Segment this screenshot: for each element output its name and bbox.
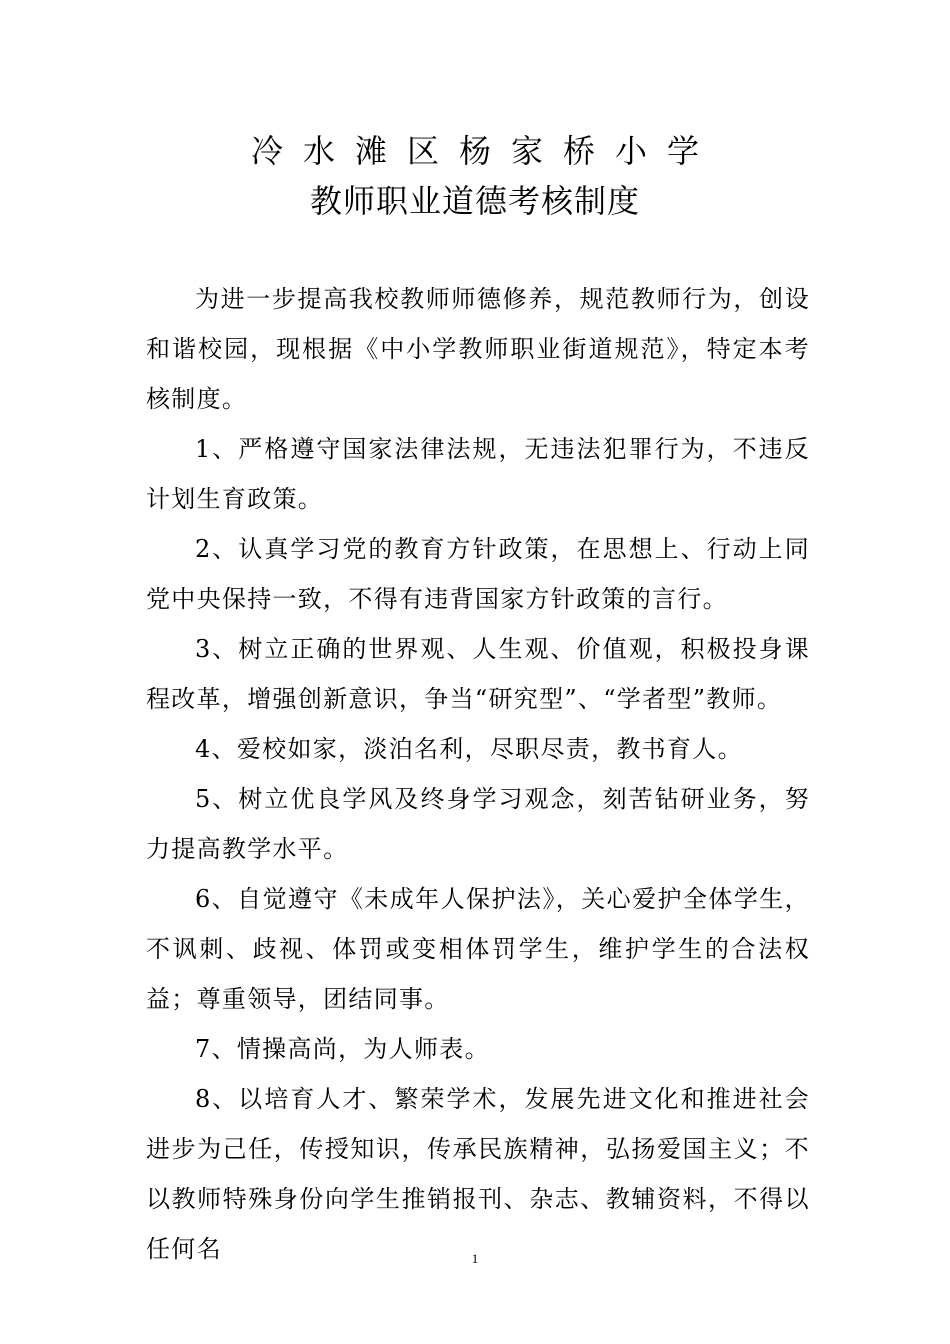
school-name-title: 冷水滩区杨家桥小学 xyxy=(250,132,719,170)
document-body xyxy=(146,274,810,1274)
rule-item-7: 7、情操高尚，为人师表。 xyxy=(195,1035,490,1063)
page-number: 1 xyxy=(471,1251,479,1266)
rule-item-6: 6、自觉遵守《未成年人保护法》，关心爱护全体学生，不讽刺、歧视、体罚或变相体罚学生，维护学生的合法权益；尊重领导，团结同事。 xyxy=(146,885,810,1013)
intro-paragraph: 为进一步提高我校教师师德修养，规范教师行为，创设和谐校园，现根据《中小学教师职业街道规范》，特定本考核制度。 xyxy=(146,285,810,413)
rule-item-2: 2、认真学习党的教育方针政策，在思想上、行动上同党中央保持一致，不得有违背国家方针政策的言行。 xyxy=(146,535,810,613)
rule-item-4: 4、爱校如家，淡泊名利，尽职尽责，教书育人。 xyxy=(195,735,743,763)
rule-item-1: 1、严格遵守国家法律法规，无违法犯罪行为，不违反计划生育政策。 xyxy=(146,435,810,513)
rule-item-5: 5、树立优良学风及终身学习观念，刻苦钻研业务，努力提高教学水平。 xyxy=(146,785,810,863)
rule-item-3: 3、树立正确的世界观、人生观、价值观，积极投身课程改革，增强创新意识，争当“研究型”、“学者型”教师。 xyxy=(146,635,810,713)
document-title: 教师职业道德考核制度 xyxy=(309,182,640,220)
rule-item-8: 8、以培育人才、繁荣学术，发展先进文化和推进社会进步为己任，传授知识，传承民族精神，弘扬爱国主义；不以教师特殊身份向学生推销报刊、杂志、教辅资料，不得以任何名 xyxy=(146,1085,810,1263)
